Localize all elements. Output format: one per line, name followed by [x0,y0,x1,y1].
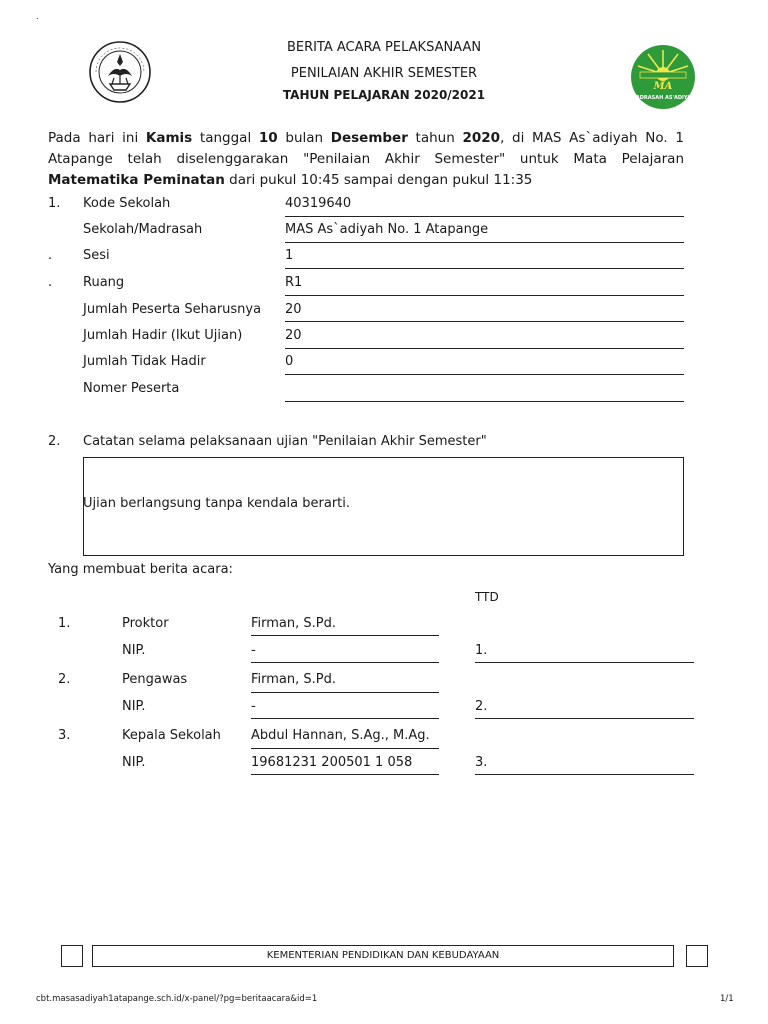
intro-year: 2020 [462,130,501,146]
row-label-kode-sekolah: Kode Sekolah [83,196,171,211]
sign-num: 2. [475,699,488,714]
signer-role-pengawas: Pengawas [122,672,188,687]
row-value-jumlah-peserta: 20 [285,302,302,317]
corner-mark: . [36,12,39,21]
name-underline [251,635,439,636]
footer-ministry: KEMENTERIAN PENDIDIKAN DAN KEBUDAYAAN [92,945,674,967]
intro-paragraph: Pada hari ini Kamis tanggal 10 bulan Desember tahun 2020, di MAS As`adiyah No. 1 Atapange telah diselenggarakan "Penilaian Akhir Semester" untuk Mata Pelajaran Matematika Peminatan dari pukul 10:45 sampai dengan pukul 11:35 [48,130,684,188]
signer-name-pengawas: Firman, S.Pd. [251,672,337,687]
signer-nip-kepala-sekolah: 19681231 200501 1 058 [251,755,413,770]
page-number: 1/1 [720,994,734,1004]
row-label-sekolah: Sekolah/Madrasah [83,222,203,237]
signer-role-kepala-sekolah: Kepala Sekolah [122,728,221,743]
ttd-label: TTD [475,590,499,604]
signers-heading: Yang membuat berita acara: [48,562,233,577]
nip-label: NIP. [122,699,146,714]
intro-month: Desember [330,130,408,146]
row-underline [285,216,684,217]
row-underline [285,374,684,375]
intro-day: Kamis [145,130,193,146]
page-url: cbt.masasadiyah1atapange.sch.id/x-panel/?pg=beritaacara&id=1 [36,994,318,1004]
row-num: 1. [48,196,61,211]
signer-nip-proktor: - [251,643,256,658]
intro-subject: Matematika Peminatan [48,172,225,188]
row-value-tidak-hadir: 0 [285,354,294,369]
nip-underline [251,718,439,719]
madrasah-logo [630,44,696,110]
row-label-nomer-peserta: Nomer Peserta [83,381,180,396]
name-underline [251,692,439,693]
sign-num: 3. [475,755,488,770]
row-label-jumlah-hadir: Jumlah Hadir (Ikut Ujian) [83,328,243,343]
row-value-ruang: R1 [285,275,303,290]
row-value-kode-sekolah: 40319640 [285,196,352,211]
row-underline [285,268,684,269]
nip-label: NIP. [122,755,146,770]
row-value-jumlah-hadir: 20 [285,328,302,343]
row-underline [285,321,684,322]
signer-num: 1. [58,616,71,631]
madrasah-logo-ma: MA [653,81,673,92]
section2-label: Catatan selama pelaksanaan ujian "Penilaian Akhir Semester" [83,434,487,449]
row-num: . [48,275,53,290]
signature-line [475,718,694,719]
row-num: . [48,248,53,263]
row-value-sekolah: MAS As`adiyah No. 1 Atapange [285,222,489,237]
intro-date: 10 [258,130,278,146]
doc-title-line1: BERITA ACARA PELAKSANAAN [286,40,482,55]
signer-name-proktor: Firman, S.Pd. [251,616,337,631]
sign-num: 1. [475,643,488,658]
signature-line [475,662,694,663]
row-value-sesi: 1 [285,248,294,263]
signer-name-kepala-sekolah: Abdul Hannan, S.Ag., M.Ag. [251,728,430,743]
footer-right-square [686,945,708,967]
nip-underline [251,774,439,775]
doc-title-line3: TAHUN PELAJARAN 2020/2021 [282,88,486,102]
name-underline [251,748,439,749]
row-label-jumlah-peserta: Jumlah Peserta Seharusnya [83,302,262,317]
row-underline [285,242,684,243]
footer-left-square [61,945,83,967]
signer-role-proktor: Proktor [122,616,169,631]
row-label-ruang: Ruang [83,275,125,290]
row-label-tidak-hadir: Jumlah Tidak Hadir [83,354,206,369]
row-underline [285,401,684,402]
nip-label: NIP. [122,643,146,658]
signer-num: 3. [58,728,71,743]
signer-nip-pengawas: - [251,699,256,714]
notes-text: Ujian berlangsung tanpa kendala berarti. [83,496,351,511]
madrasah-logo-name: MADRASAH AS'ADIYAH [630,95,696,101]
row-label-sesi: Sesi [83,248,110,263]
doc-title-line2: PENILAIAN AKHIR SEMESTER [290,66,478,81]
section2-num: 2. [48,434,61,449]
row-underline [285,295,684,296]
nip-underline [251,662,439,663]
signature-line [475,774,694,775]
signer-num: 2. [58,672,71,687]
row-underline [285,348,684,349]
